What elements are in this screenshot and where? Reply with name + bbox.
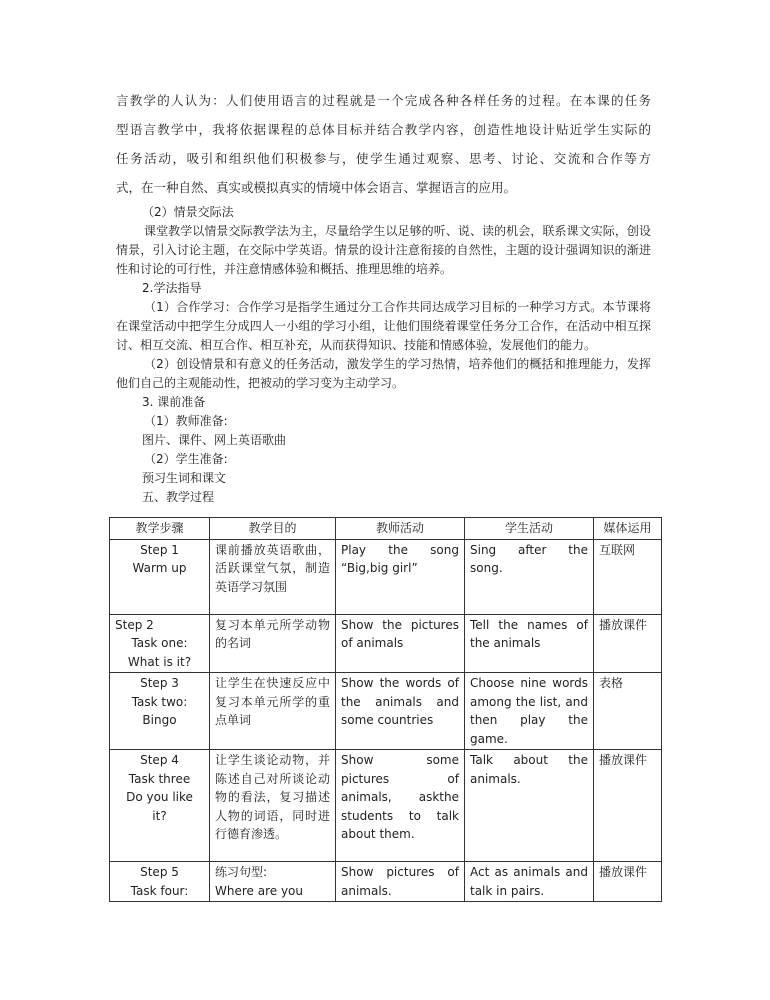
student-activity-cell: Choose nine words among the list, and then play the game. [465, 673, 594, 750]
intro-line-2: 型语言教学中，我将依据课程的总体目标并结合教学内容，创造性地设计贴近学生实际的 [116, 122, 651, 137]
purpose-cell: 让学生在快速反应中复习本单元所学的重点单词 [210, 673, 336, 750]
media-cell: 播放课件 [594, 862, 662, 902]
intro-line-1: 言教学的人认为：人们使用语言的过程就是一个完成各种各样任务的过程。在本课的任务 [116, 93, 651, 108]
purpose-cell: 让学生谈论动物，并陈述自己对所谈论动物的看法，复习描述人物的词语，同时进行德育渗透。 [210, 750, 336, 862]
step-number: Step 4 [140, 753, 179, 767]
teacher-preparation-heading: （1）教师准备: [144, 414, 228, 428]
purpose-cell: 练习句型: Where are you [210, 862, 336, 902]
teaching-process-heading: 五、教学过程 [142, 490, 215, 504]
student-preparation-text: 预习生词和课文 [142, 471, 227, 485]
purpose-cell: 课前播放英语歌曲，活跃课堂气氛，制造英语学习氛围 [210, 539, 336, 614]
step-number: Step 1 [140, 542, 179, 557]
step-name: Task three [128, 771, 191, 786]
cooperative-learning-paragraph: （1）合作学习：合作学习是指学生通过分工合作共同达成学习目标的一种学习方式。本节课将在课堂活动中把学生分成四人一小组的学习小组，让他们围绕着课堂任务分工合作，在活动中相互探讨、相互交流、相互合作、相互补充，从而获得知识、技能和情感体验，发展他们的能力。 [116, 300, 651, 352]
method2-paragraph: 课堂教学以情景交际教学法为主，尽量给学生以足够的听、说、读的机会，联系课文实际，创设情景，引入讨论主题，在交际中学英语。情景的设计注意衔接的自然性，主题的设计强调知识的渐进性和讨论的可行性，并注意情感体验和概括、推理思维的培养。 [116, 224, 651, 276]
teacher-activity-cell: Show the words of the animals and some countries [336, 673, 465, 750]
media-cell: 播放课件 [594, 614, 662, 673]
step-name: Task one: [131, 636, 188, 650]
step-cell [110, 539, 210, 614]
teacher-activity-cell: Show some pictures of animals, askthe students to talk about them. [336, 750, 465, 862]
table-row [110, 673, 662, 750]
step-name: Task two: [131, 694, 188, 709]
teacher-activity-cell: Show pictures of animals. [336, 862, 465, 902]
step-name: Warm up [132, 561, 187, 575]
media-cell: 表格 [594, 673, 662, 750]
purpose-cell: 复习本单元所学动物的名词 [210, 614, 336, 673]
task-activity-paragraph: （2）创设情景和有意义的任务活动，激发学生的学习热情，培养他们的概括和推理能力，发挥他们自己的主观能动性，把被动的学习变为主动学习。 [116, 357, 651, 390]
student-activity-cell: Act as animals and talk in pairs. [465, 862, 594, 902]
step-cell [110, 750, 210, 862]
step-subtitle-end: it? [152, 808, 167, 823]
intro-line-4: 式，在一种自然、真实或模拟真实的情境中体会语言、掌握语言的应用。 [116, 180, 517, 195]
header-teacher-activity: 教师活动 [336, 518, 465, 540]
table-header-row [110, 518, 662, 540]
teacher-activity-cell: Play the song “Big,big girl” [336, 539, 465, 614]
student-activity-cell: Talk about the animals. [465, 750, 594, 862]
media-cell: 互联网 [594, 539, 662, 614]
step-subtitle: Do you like [126, 790, 193, 804]
teacher-preparation-text: 图片、课件、网上英语歌曲 [142, 433, 287, 447]
step-name: Task four: [130, 883, 189, 898]
header-student-activity: 学生活动 [465, 518, 594, 540]
step-subtitle: What is it? [127, 654, 192, 669]
preparation-heading: 3. 课前准备 [142, 395, 206, 409]
teacher-activity-cell: Show the pictures of animals [336, 614, 465, 673]
step-cell [110, 673, 210, 750]
step-number: Step 3 [140, 676, 179, 690]
table-row [110, 539, 662, 614]
header-purpose: 教学目的 [210, 518, 336, 540]
step-cell [110, 862, 210, 902]
header-step: 教学步骤 [110, 518, 210, 540]
study-guidance-heading: 2.学法指导 [142, 281, 202, 295]
teaching-process-table [109, 517, 662, 902]
step-number: Step 5 [140, 865, 179, 879]
step-subtitle: Bingo [142, 713, 177, 727]
table-row [110, 750, 662, 862]
step-number: Step 2 [115, 617, 154, 632]
method2-heading: （2）情景交际法 [142, 205, 234, 219]
media-cell: 播放课件 [594, 750, 662, 862]
student-activity-cell: Tell the names of the animals [465, 614, 594, 673]
step-cell [110, 614, 210, 673]
student-preparation-heading: （2）学生准备: [144, 452, 228, 466]
table-row [110, 614, 662, 673]
intro-line-3: 任务活动，吸引和组织他们积极参与，使学生通过观察、思考、讨论、交流和合作等方 [116, 151, 651, 166]
body-section [116, 203, 651, 507]
student-activity-cell: Sing after the song. [465, 539, 594, 614]
table-row [110, 862, 662, 902]
header-media: 媒体运用 [594, 518, 662, 540]
